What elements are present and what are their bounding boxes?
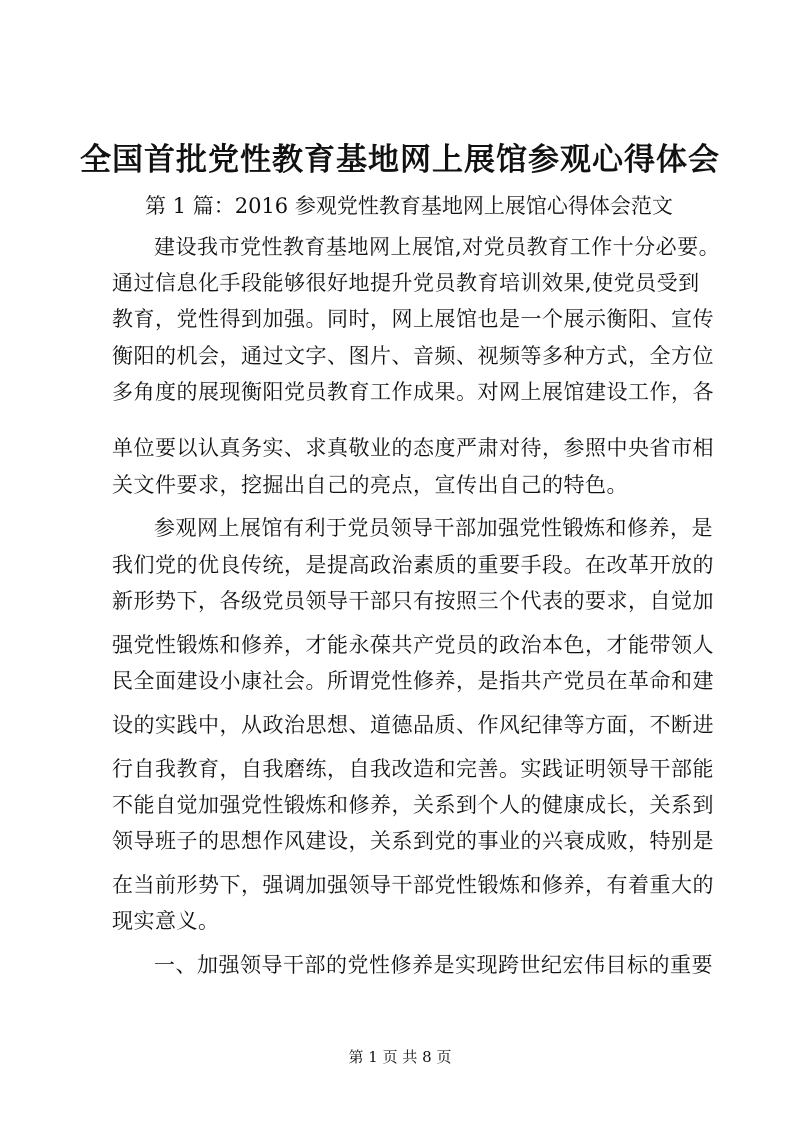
body-line: 衡阳的机会，通过文字、图片、音频、视频等多种方式，全方位 — [112, 344, 714, 368]
body-line: 建设我市党性教育基地网上展馆,对党员教育工作十分必要。 — [154, 235, 721, 259]
body-line: 民全面建设小康社会。所谓党性修养，是指共产党员在革命和建 — [112, 669, 714, 693]
body-line: 关文件要求，挖掘出自己的亮点，宣传出自己的特色。 — [112, 473, 628, 497]
body-line: 领导班子的思想作风建设，关系到党的事业的兴衰成败，特别是 — [112, 829, 714, 853]
body-line: 单位要以认真务实、求真敬业的态度严肃对待，参照中央省市相 — [112, 436, 714, 460]
body-line: 参观网上展馆有利于党员领导干部加强党性锻炼和修养，是 — [154, 516, 713, 540]
body-line: 教育，党性得到加强。同时，网上展馆也是一个展示衡阳、宣传 — [112, 307, 714, 331]
body-line: 在当前形势下，强调加强领导干部党性锻炼和修养，有着重大的 — [112, 873, 714, 897]
body-line: 不能自觉加强党性锻炼和修养，关系到个人的健康成长，关系到 — [112, 793, 714, 817]
body-line: 设的实践中，从政治思想、道德品质、作风纪律等方面，不断进 — [112, 713, 714, 737]
page-number-footer: 第 1 页 共 8 页 — [348, 1048, 452, 1066]
body-line: 多角度的展现衡阳党员教育工作成果。对网上展馆建设工作，各 — [112, 380, 714, 404]
body-line: 我们党的优良传统，是提高政治素质的重要手段。在改革开放的 — [112, 553, 714, 577]
body-line: 强党性锻炼和修养，才能永葆共产党员的政治本色，才能带领人 — [112, 633, 714, 657]
body-line: 一、加强领导干部的党性修养是实现跨世纪宏伟目标的重要 — [154, 953, 713, 977]
page-title: 全国首批党性教育基地网上展馆参观心得体会 — [80, 142, 720, 178]
article-subtitle: 第 1 篇：2016 参观党性教育基地网上展馆心得体会范文 — [145, 194, 673, 218]
body-line: 现实意义。 — [112, 909, 220, 933]
body-line: 行自我教育，自我磨练，自我改造和完善。实践证明领导干部能 — [112, 757, 714, 781]
body-line: 通过信息化手段能够很好地提升党员教育培训效果,使党员受到 — [112, 271, 700, 295]
body-line: 新形势下，各级党员领导干部只有按照三个代表的要求，自觉加 — [112, 589, 714, 613]
